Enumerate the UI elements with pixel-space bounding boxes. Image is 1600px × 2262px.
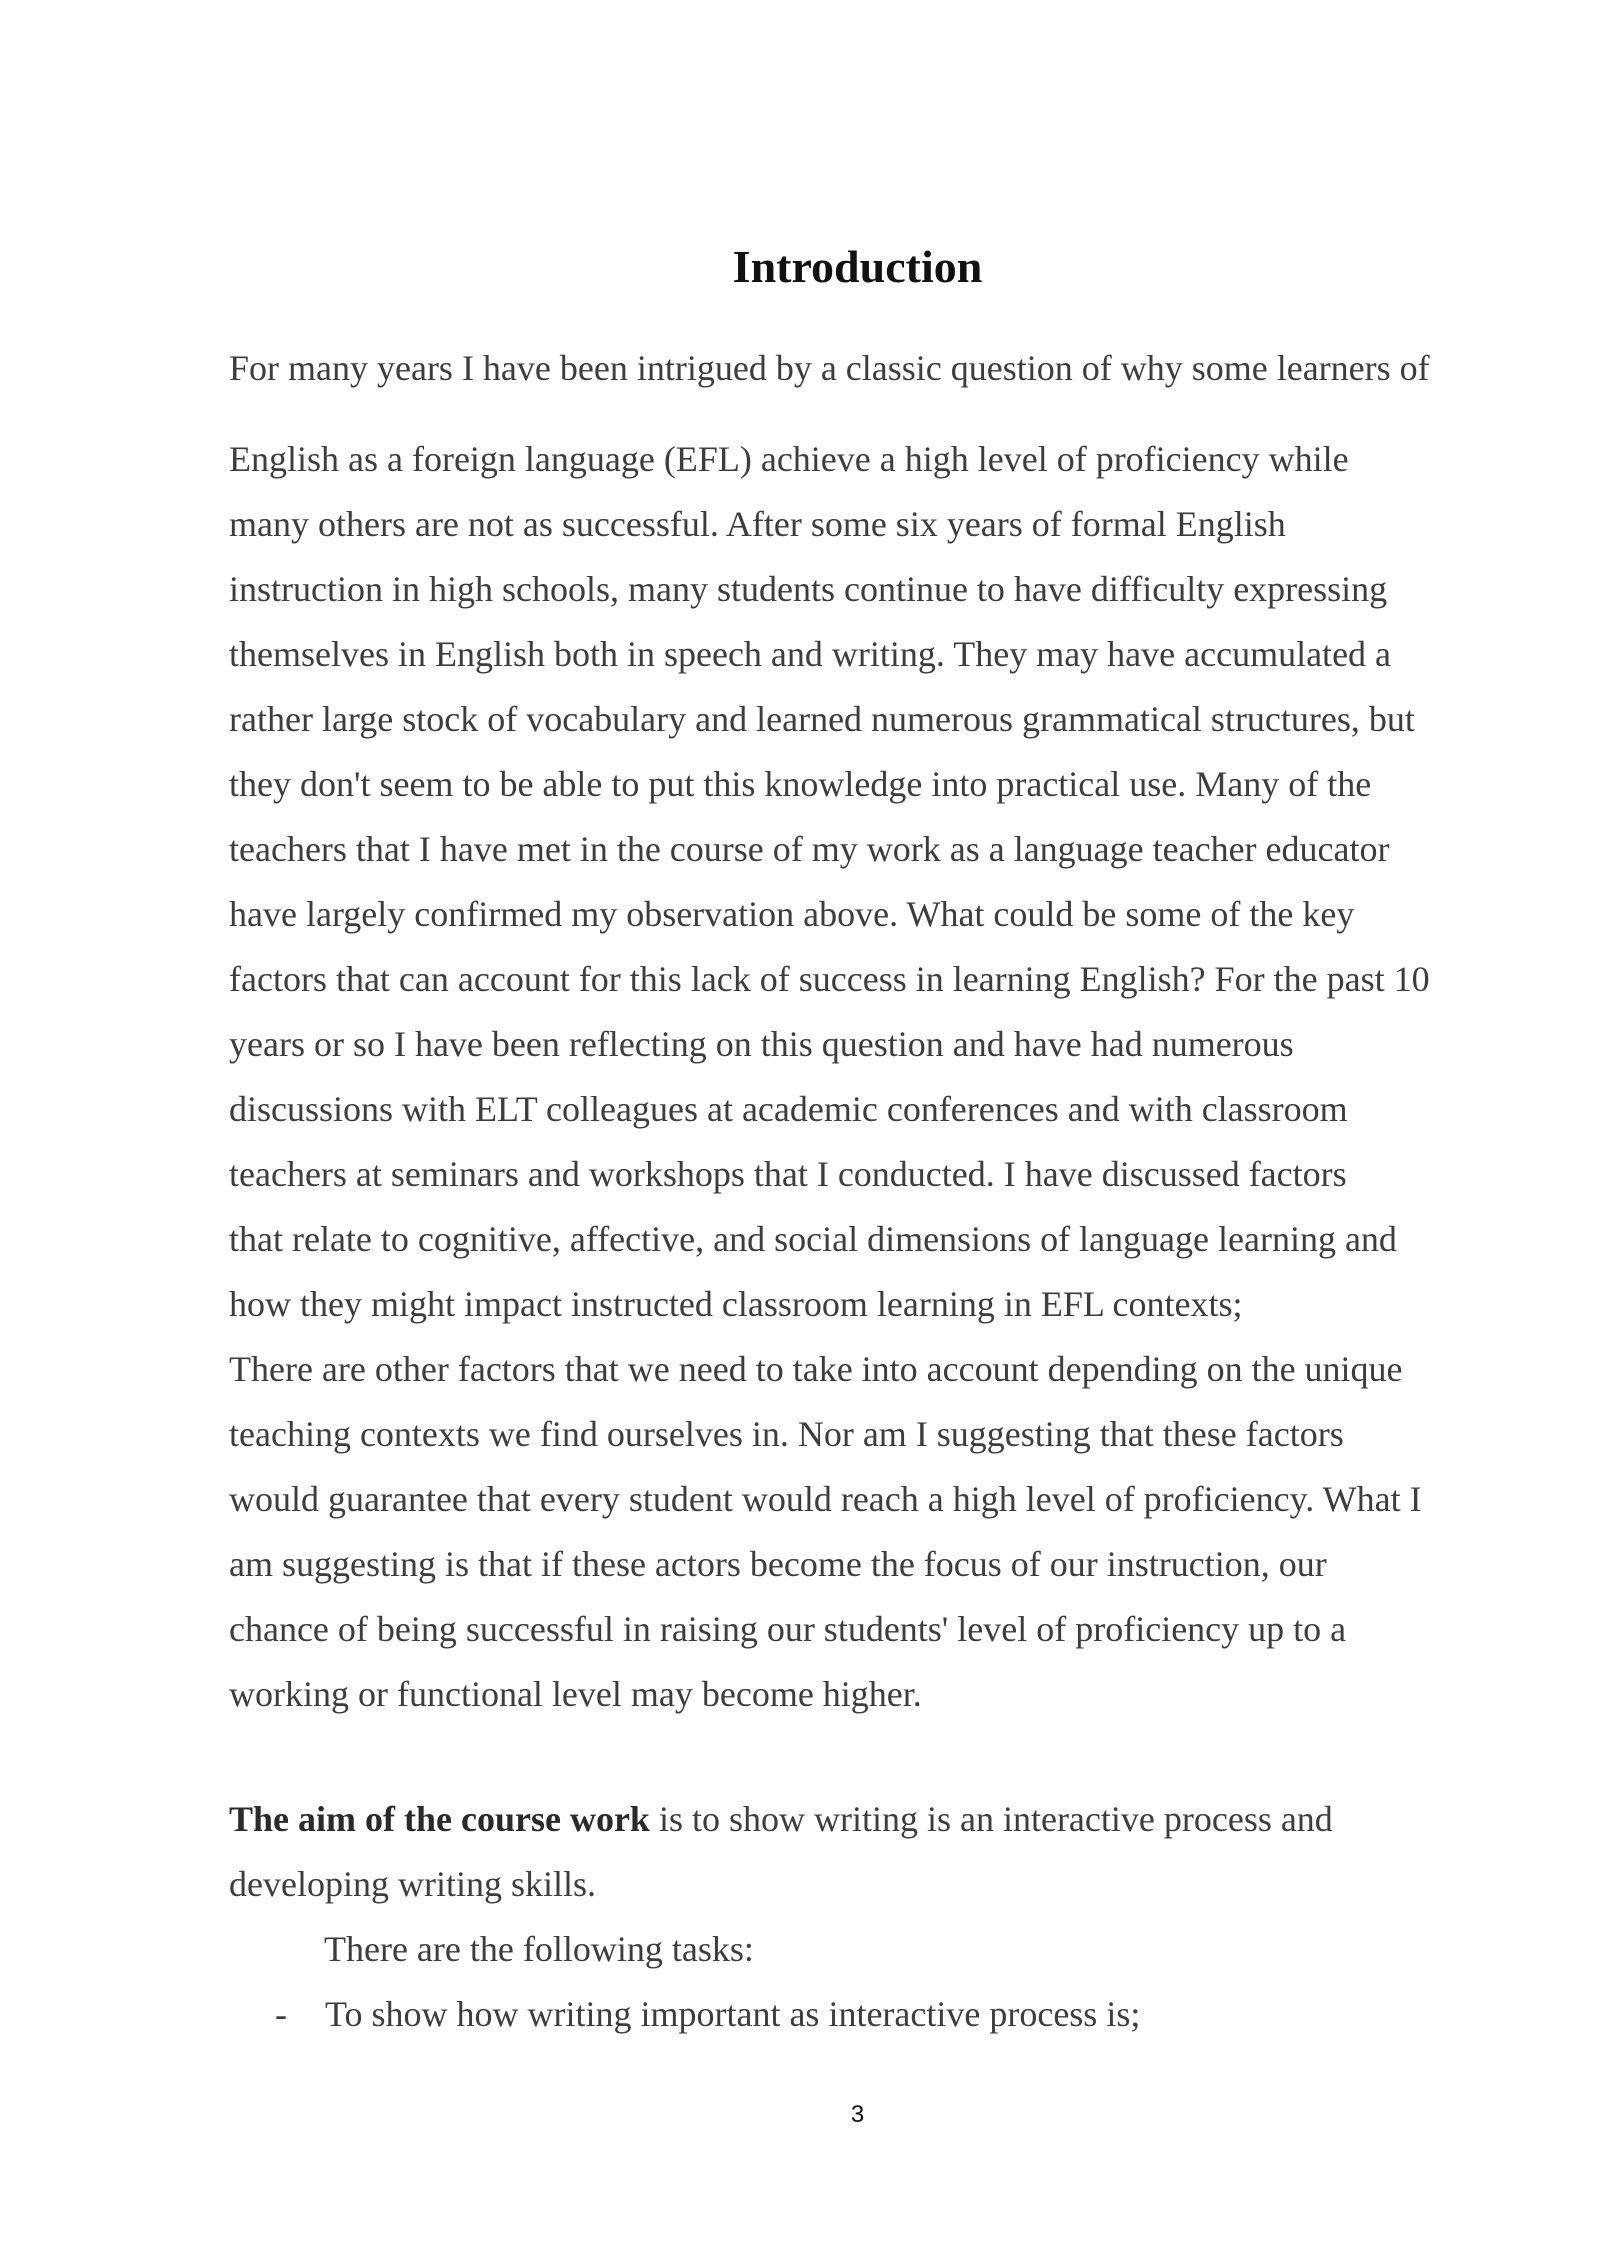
aim-line-2: developing writing skills. <box>229 1864 596 1904</box>
tasks-heading: There are the following tasks: <box>324 1929 754 1969</box>
paragraph-line: years or so I have been reflecting on this question and have had numerous <box>229 1024 1294 1064</box>
paragraph-line: English as a foreign language (EFL) achieve a high level of proficiency while <box>229 439 1349 479</box>
paragraph-line: chance of being successful in raising our students' level of proficiency up to a <box>229 1609 1347 1649</box>
list-dash: - <box>275 1994 287 2034</box>
paragraph-line: teachers that I have met in the course of my work as a language teacher educator <box>229 829 1390 869</box>
paragraph-line: how they might impact instructed classroom learning in EFL contexts; <box>229 1284 1243 1324</box>
page-number: 3 <box>850 2101 865 2128</box>
paragraph-line: that relate to cognitive, affective, and social dimensions of language learning and <box>229 1219 1397 1259</box>
paragraph-line: rather large stock of vocabulary and learned numerous grammatical structures, but <box>229 699 1415 739</box>
aim-paragraph <box>229 1787 1529 1917</box>
task-list-item <box>275 1982 1140 2047</box>
paragraph-line: have largely confirmed my observation above. What could be some of the key <box>229 894 1355 934</box>
paragraph-line: themselves in English both in speech and writing. They may have accumulated a <box>229 634 1392 674</box>
paragraph-line: they don't seem to be able to put this knowledge into practical use. Many of the <box>229 764 1372 804</box>
task-text: To show how writing important as interactive process is; <box>325 1994 1141 2034</box>
paragraph-line: teachers at seminars and workshops that I conducted. I have discussed factors <box>229 1154 1347 1194</box>
aim-rest-text: is to show writing is an interactive process and <box>649 1799 1333 1839</box>
page-title: Introduction <box>732 241 983 292</box>
paragraph-line: many others are not as successful. After some six years of formal English <box>229 504 1286 544</box>
paragraph-line: would guarantee that every student would reach a high level of proficiency. What I <box>229 1479 1422 1519</box>
paragraph-line: factors that can account for this lack of success in learning English? For the past 10 <box>229 959 1430 999</box>
intro-paragraph <box>229 427 1529 1727</box>
paragraph-line: instruction in high schools, many students continue to have difficulty expressing <box>229 569 1388 609</box>
paragraph-line: discussions with ELT colleagues at academic conferences and with classroom <box>229 1089 1348 1129</box>
aim-bold-phrase: The aim of the course work <box>229 1799 650 1839</box>
paragraph-line: There are other factors that we need to take into account depending on the unique <box>229 1349 1403 1389</box>
intro-first-line: For many years I have been intrigued by a classic question of why some learners of <box>229 348 1430 388</box>
aim-line <box>229 1787 1529 1852</box>
paragraph-line: am suggesting is that if these actors become the focus of our instruction, our <box>229 1544 1327 1584</box>
paragraph-line: working or functional level may become higher. <box>229 1674 922 1714</box>
paragraph-line: teaching contexts we find ourselves in. Nor am I suggesting that these factors <box>229 1414 1344 1454</box>
